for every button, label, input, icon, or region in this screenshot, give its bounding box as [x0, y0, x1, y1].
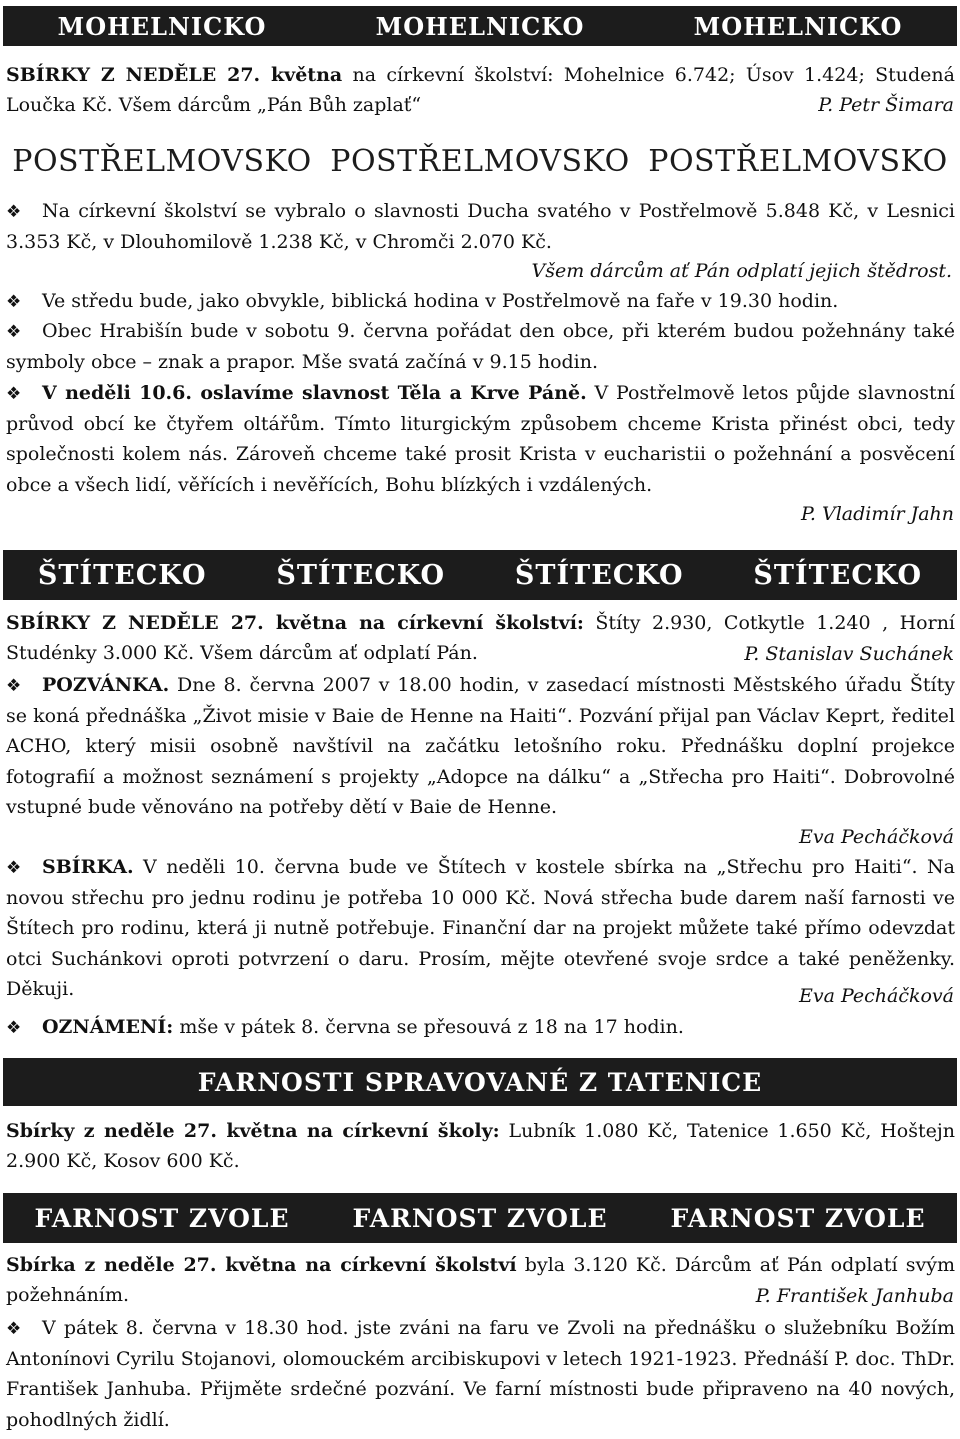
list-item-text: V pátek 8. června v 18.30 hod. jste zváni na faru ve Zvoli na přednášku o služebníku Božím Antonínovi Cyrilu Stojanovi, olomouckém arcibiskupovi v letech 1921-1923. Přednáší P. doc. ThDr. František Janhuba. Přijměte srdečné pozvání. Ve farní místnosti bude připraveno na 40 nových, pohodlných židlí. — [6, 1317, 955, 1431]
list-item — [6, 316, 955, 377]
collection-text: na církevní školství: Mohelnice 6.742; Úsov 1.424; Studená Loučka Kč. Všem dárcům „Pán Bůh zaplať“ — [6, 64, 955, 117]
diamond-bullet-icon: ❖ — [6, 1018, 22, 1038]
section-header-mohelnicko — [3, 6, 957, 46]
list-item — [6, 378, 955, 500]
list-item — [6, 1313, 955, 1435]
section-header-zvole — [3, 1193, 957, 1243]
section-title: FARNOST ZVOLE — [352, 1203, 608, 1233]
section-title: FARNOSTI SPRAVOVANÉ Z TATENICE — [197, 1067, 763, 1097]
collection-label: Sbírky z neděle 27. května na církevní školy: — [6, 1120, 500, 1142]
signature: P. Stanislav Suchánek — [744, 643, 954, 665]
list-item — [6, 1012, 955, 1043]
diamond-bullet-icon: ❖ — [6, 858, 22, 878]
section-title: POSTŘELMOVSKO — [12, 143, 312, 179]
list-item-bold: POZVÁNKA. — [42, 674, 170, 696]
diamond-bullet-icon: ❖ — [6, 676, 22, 696]
mohelnicko-collection — [6, 60, 955, 120]
section-title: FARNOST ZVOLE — [34, 1203, 290, 1233]
diamond-bullet-icon: ❖ — [6, 384, 22, 404]
list-item — [6, 286, 955, 317]
diamond-bullet-icon: ❖ — [6, 322, 22, 342]
signature: P. František Janhuba — [755, 1285, 954, 1307]
section-title: MOHELNICKO — [693, 11, 903, 41]
list-item-text: Ve středu bude, jako obvykle, biblická hodina v Postřelmově na faře v 19.30 hodin. — [42, 290, 839, 312]
list-item-text: Dne 8. června 2007 v 18.00 hodin, v zasedací místnosti Městského úřadu Štíty se koná přednáška „Život misie v Baie de Henne na Haiti“. Pozvání přijal pan Václav Keprt, ředitel ACHO, který misii osobně navštívil na začátku letošního roku. Přednášku doplní projekce fotografií a možnost seznámení s projekty „Adopce na dálku“ a „Střecha pro Haiti“. Dobrovolné vstupné bude věnováno na potřeby dětí v Baie de Henne. — [6, 674, 955, 818]
section-title: POSTŘELMOVSKO — [330, 143, 630, 179]
diamond-bullet-icon: ❖ — [6, 1319, 22, 1339]
section-header-postrelmovsko — [3, 138, 957, 184]
signature: Eva Pecháčková — [798, 826, 954, 848]
signature: Eva Pecháčková — [798, 985, 954, 1007]
collection-text: byla 3.120 Kč. Dárcům ať Pán odplatí svým požehnáním. — [6, 1254, 955, 1307]
section-title: MOHELNICKO — [375, 11, 585, 41]
list-item-text: V neděli 10. června bude ve Štítech v kostele sbírka na „Střechu pro Haiti“. Na novou střechu pro jednu rodinu je potřeba 10 000 Kč. Nová střecha bude darem naší farnosti ve Štítech pro rodinu, která ji nutně potřebuje. Finanční dar na projekt můžete také přímo odevzdat otci Suchánkovi oproti potvrzení o daru. Prosím, mějte otevřené svoje srdce a také peněženky. Děkuji. — [6, 856, 955, 1000]
list-item-bold: OZNÁMENÍ: — [42, 1016, 174, 1038]
section-title: ŠTÍTECKO — [37, 559, 207, 591]
signature: P. Vladimír Jahn — [800, 503, 954, 525]
section-header-stitecko — [3, 550, 957, 600]
section-title: ŠTÍTECKO — [276, 559, 446, 591]
list-item-text: Obec Hrabišín bude v sobotu 9. června pořádat den obce, při kterém budou požehnány také symboly obce – znak a prapor. Mše svatá začíná v 9.15 hodin. — [6, 320, 955, 374]
section-header-tatenice — [3, 1058, 957, 1106]
list-item-text: V Postřelmově letos půjde slavnostní průvod obcí ke čtyřem oltářům. Tímto liturgickým způsobem chceme Krista přinést obci, tedy společnosti kolem nás. Zároveň chceme také prosit Krista v eucharistii o požehnání a posvěcení obce a všech lidí, věřících i nevěřících, Bohu blízkých i vzdálených. — [6, 382, 956, 496]
section-title: ŠTÍTECKO — [753, 559, 923, 591]
collection-label: SBÍRKY Z NEDĚLE 27. května — [6, 64, 343, 86]
section-title: ŠTÍTECKO — [514, 559, 684, 591]
list-item-text: Na církevní školství se vybralo o slavnosti Ducha svatého v Postřelmově 5.848 Kč, v Lesnici 3.353 Kč, v Dlouhomilově 1.238 Kč, v Chromči 2.070 Kč. — [6, 200, 955, 254]
collection-label: SBÍRKY Z NEDĚLE 27. května na církevní školství: — [6, 612, 584, 634]
section-title: POSTŘELMOVSKO — [648, 143, 948, 179]
collection-text: Lubník 1.080 Kč, Tatenice 1.650 Kč, Hoštejn 2.900 Kč, Kosov 600 Kč. — [6, 1120, 956, 1173]
list-item — [6, 670, 955, 822]
collection-text: Štíty 2.930, Cotkytle 1.240 , Horní Studénky 3.000 Kč. Všem dárcům ať odplatí Pán. — [6, 612, 956, 665]
list-item-bold: V neděli 10.6. oslavíme slavnost Těla a Krve Páně. — [42, 382, 587, 404]
thanks-note: Všem dárcům ať Pán odplatí jejich štědrost. — [531, 260, 952, 282]
section-title: FARNOST ZVOLE — [670, 1203, 926, 1233]
list-item — [6, 196, 955, 257]
list-item-bold: SBÍRKA. — [42, 856, 134, 878]
collection-label: Sbírka z neděle 27. května na církevní školství — [6, 1254, 517, 1276]
signature: P. Petr Šimara — [818, 94, 954, 116]
section-title: MOHELNICKO — [57, 11, 267, 41]
list-item-text: mše v pátek 8. června se přesouvá z 18 na 17 hodin. — [173, 1016, 684, 1038]
tatenice-collection — [6, 1116, 955, 1176]
diamond-bullet-icon: ❖ — [6, 202, 22, 222]
diamond-bullet-icon: ❖ — [6, 292, 22, 312]
